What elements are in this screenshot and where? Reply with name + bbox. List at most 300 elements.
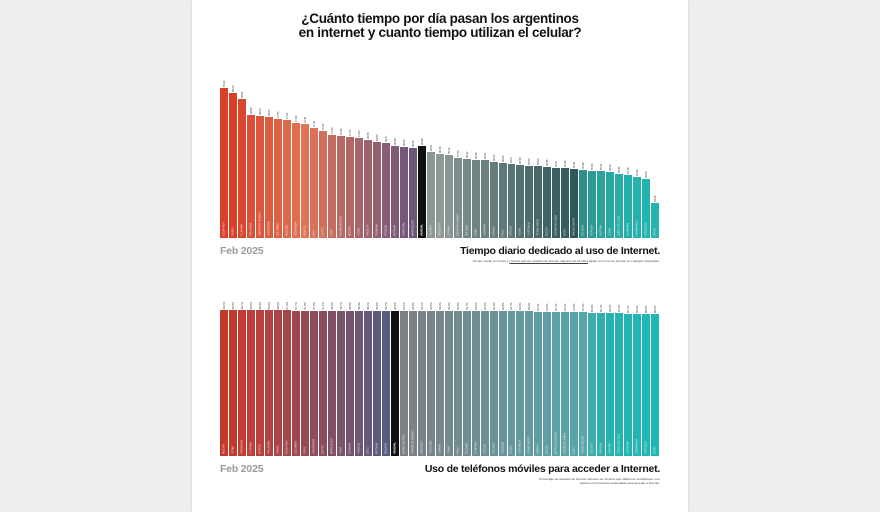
bar-category-label: DINAMARCA (635, 220, 639, 236)
bar-value-label: 06:07 (510, 156, 514, 163)
bar (301, 124, 310, 238)
bar-category-label: ARGENTINA (312, 439, 316, 454)
bar-item (525, 288, 534, 456)
bar-item (436, 288, 445, 456)
bar-value-label: 05:44 (564, 160, 568, 168)
bar-value-label: 05:53 (528, 158, 532, 165)
bar-value-label: 06:33 (411, 140, 415, 147)
bar-category-label: INDONESIA (294, 222, 298, 236)
bar-item (409, 288, 418, 456)
bar-value-label: 05:58 (519, 157, 523, 164)
bar-item (570, 63, 579, 238)
bar (588, 313, 597, 457)
bar-category-label: REINO UNIDO (536, 219, 540, 236)
note-line1-panel2: Porcentaje de usuarios de internet mayores de 16 años que utilizan un smartphone o un (539, 477, 660, 481)
bar-category-label: RUSIA (518, 228, 522, 236)
bar-category-label: TURQUÍA (384, 224, 388, 236)
bar-item (400, 63, 409, 238)
bar-item (597, 63, 606, 238)
bar-category-label: CHILE (366, 446, 370, 454)
bar-item (418, 63, 427, 238)
bar (642, 179, 651, 238)
bar (409, 148, 418, 238)
bar-value-label: 07:00 (357, 130, 361, 138)
bar-value-label: 06:20 (492, 154, 496, 161)
bar-item (445, 63, 454, 238)
bar-category-label: BRASIL (231, 227, 235, 236)
bar-item (454, 63, 463, 238)
bar-category-label: MALASIA (285, 225, 289, 236)
bar (624, 314, 633, 457)
bar-value-label: 96.9% (330, 302, 334, 310)
bar-value-label: 07:09 (330, 127, 334, 135)
bar-category-label: CANADÁ (536, 443, 540, 454)
bar (445, 311, 454, 456)
bar-category-label: ARGENTINA (267, 221, 271, 236)
bar-category-label: MÉXICO (258, 444, 262, 454)
bar (472, 311, 481, 456)
bar-value-label: 07:22 (321, 123, 325, 130)
bar-item (391, 63, 400, 238)
bar-value-label: 05:41 (573, 161, 577, 169)
bar-category-label: RUMANIA (375, 224, 379, 236)
bar (490, 162, 499, 239)
infographic-sheet (192, 0, 688, 512)
bar-item (355, 63, 364, 238)
bar (220, 310, 229, 456)
bar-value-label: 07:41 (303, 116, 307, 124)
bar (436, 154, 445, 238)
bar-item (301, 288, 310, 456)
bar (310, 311, 319, 456)
bar-category-label: PAÍSES BAJOS (572, 218, 576, 236)
bar-value-label: 97.1% (321, 302, 325, 310)
bar-item (606, 63, 615, 238)
bar-category-label: PAÍSES BAJOS (581, 436, 585, 454)
bar-item (633, 288, 642, 456)
bar-category-label: COREA DEL SUR (617, 433, 621, 454)
bar-value-label: 05:29 (609, 164, 613, 171)
bar-category-label: FILIPINAS (240, 224, 244, 236)
bar-category-label: COLOMBIA (294, 440, 298, 454)
bar (454, 158, 463, 238)
note-prefix-panel1: Tiempo medio (en horas y (472, 259, 510, 263)
bar-category-label: SUECIA (545, 444, 549, 454)
bar (328, 135, 337, 238)
bar (292, 311, 301, 456)
bar (579, 170, 588, 238)
bar (543, 167, 552, 238)
bar-item (508, 63, 517, 238)
bar-value-label: 91.5% (564, 303, 568, 312)
bar (256, 116, 265, 238)
bar (400, 311, 409, 456)
bar-category-label: REINO UNIDO (527, 437, 531, 454)
bar-category-label: MUNDIAL (393, 442, 397, 454)
bar-category-label: EGIPTO (321, 444, 325, 454)
bar (400, 147, 409, 238)
bar-item (427, 288, 436, 456)
bar-item (516, 63, 525, 238)
bar (256, 310, 265, 456)
bar-item (265, 63, 274, 238)
bar-item (615, 63, 624, 238)
bar (508, 311, 517, 456)
bar (274, 310, 283, 456)
bar-item (283, 288, 292, 456)
bar-item (642, 288, 651, 456)
bar-item (597, 288, 606, 456)
bar-value-label: 94.7% (420, 302, 424, 310)
bar-category-label: INDIA (339, 447, 343, 454)
bar-value-label: 03:56 (654, 195, 658, 202)
bar-category-label: KENIA (231, 446, 235, 454)
chart-panel-mobile-usage (220, 285, 660, 500)
bar-item (220, 63, 229, 238)
bar-category-label: CHINA (608, 228, 612, 236)
bar (633, 314, 642, 456)
bar-item (463, 288, 472, 456)
bar-category-label: MALASIA (384, 443, 388, 454)
bar-item (454, 288, 463, 456)
bar-category-label: PORTUGAL (429, 440, 433, 454)
bar-category-label: IRLANDA (492, 443, 496, 454)
bar-category-label: SINGAPUR (420, 440, 424, 454)
bar-item (328, 63, 337, 238)
bar-item (606, 288, 615, 456)
bar-value-label: 96.7% (339, 302, 343, 310)
bar-value-label: 88.9% (645, 305, 649, 314)
bar-value-label: 97.3% (312, 302, 316, 310)
bar-value-label: 91.7% (555, 303, 559, 311)
bar-value-label: 06:42 (465, 151, 469, 158)
bar-category-label: HUNGRÍA (501, 442, 504, 454)
bar (525, 166, 534, 238)
bar-category-label: NIGERIA (348, 225, 352, 236)
bar-value-label: 98.9% (231, 302, 235, 310)
bar (220, 88, 229, 238)
bar-value-label: 06:12 (447, 147, 451, 155)
bar-item (400, 288, 409, 456)
bar-category-label: COLOMBIA (276, 222, 280, 236)
bar-item (516, 288, 525, 456)
bar-item (319, 63, 328, 238)
bar-category-label: BÉLGICA (581, 225, 585, 236)
bar-category-label: AUSTRALIA (518, 440, 522, 454)
bar-value-label: 96.5% (348, 302, 352, 310)
bar (247, 310, 256, 456)
bar-item (552, 288, 561, 456)
bar (265, 310, 274, 456)
bar-item (543, 63, 552, 238)
bar (499, 163, 508, 238)
bar-category-label: FRANCIA (599, 443, 603, 454)
bar-item (283, 63, 292, 238)
bar-value-label: 89.3% (636, 305, 640, 313)
bar-item (274, 63, 283, 238)
bar-item (346, 63, 355, 238)
bar-value-label: 95.9% (375, 302, 379, 310)
bar-value-label: 92.5% (519, 302, 523, 311)
bar-value-label: 05:22 (618, 166, 622, 173)
bar-category-label: RUSIA (509, 446, 513, 454)
bar-value-label: 05:48 (546, 159, 550, 167)
bar (310, 128, 319, 239)
bar (382, 143, 391, 238)
bar (247, 115, 256, 238)
bar-item (409, 63, 418, 238)
bar-item (319, 288, 328, 456)
bar-item (274, 288, 283, 456)
bar (274, 119, 283, 238)
bar (319, 311, 328, 456)
bar-item (310, 288, 319, 456)
bar-value-label: 06:21 (483, 152, 487, 160)
bar-value-label: 07:06 (339, 128, 343, 136)
bar-category-label: ESPAÑA (447, 226, 451, 236)
bar (651, 314, 660, 456)
bar (516, 311, 525, 456)
bar (283, 310, 292, 456)
bar-category-label: VIETNAM (375, 442, 379, 454)
bar-chart-internet-time (220, 63, 660, 238)
bar-item (588, 288, 597, 456)
bar-category-label: PORTUGAL (402, 222, 406, 236)
bar-value-label: 07:03 (456, 150, 460, 158)
bar (570, 312, 579, 456)
bar-value-label: 94.3% (438, 302, 442, 310)
bar (319, 131, 328, 238)
bar (337, 311, 346, 456)
bar-item (301, 63, 310, 238)
bar-category-label: RUMANIA (474, 442, 478, 454)
bar-category-label: POLONIA (465, 224, 469, 236)
bar (534, 166, 543, 238)
bar-category-label: MÉXICO (303, 226, 307, 236)
bar (481, 160, 490, 238)
bar-item (382, 63, 391, 238)
bar-category-label: MUNDIAL (420, 224, 424, 236)
bar-value-label: 06:09 (501, 155, 505, 162)
bar (597, 171, 606, 238)
bar-value-label: 95.4% (393, 302, 397, 310)
bar (346, 137, 355, 238)
bar-value-label: 91.9% (546, 303, 550, 311)
bar-item (570, 288, 579, 456)
bar-item (256, 63, 265, 238)
bar-item (256, 288, 265, 456)
bar (624, 175, 633, 238)
bar-item (579, 63, 588, 238)
bar-item (238, 63, 247, 238)
bar-category-label: MARRUECOS (411, 219, 415, 236)
bar-category-label: POLONIA (465, 442, 469, 454)
bar-value-label: 94.9% (411, 302, 415, 310)
bar-value-label: 93.3% (483, 302, 487, 310)
bar-value-label: 90.9% (591, 304, 595, 312)
bar-item (561, 63, 570, 238)
bar-item (355, 288, 364, 456)
bar-value-label: 08:06 (249, 107, 253, 115)
bar-category-label: ESTADOS UNIDOS (554, 431, 558, 454)
bar (409, 311, 418, 456)
bar-item (418, 288, 427, 456)
bar-item (364, 288, 373, 456)
bar-category-label: EGIPTO (321, 226, 325, 236)
bar (292, 123, 301, 238)
bar (337, 136, 346, 238)
note-suffix-panel1: pasan en el uso de internet en cualquier dispositivo. (587, 259, 660, 263)
bar-value-label: 05:50 (537, 158, 541, 166)
bar-category-label: CHILE (312, 228, 316, 236)
bar-value-label: 93.9% (456, 302, 460, 310)
bar-item (445, 288, 454, 456)
bar-value-label: 07:43 (294, 115, 298, 123)
chart-panel-internet-time (220, 60, 660, 275)
bar (454, 311, 463, 456)
bar-category-label: INDONESIA (240, 440, 244, 454)
bar (615, 174, 624, 239)
bar (265, 117, 274, 238)
bar-item (373, 288, 382, 456)
bar-category-label: SUECIA (545, 226, 549, 236)
bar-item (346, 288, 355, 456)
bar-value-label: 07:52 (285, 112, 289, 120)
bar (570, 169, 579, 238)
bar-item (481, 288, 490, 456)
bar-value-label: 97.5% (303, 302, 307, 310)
bar (516, 165, 525, 238)
bar-value-label: 98.7% (240, 302, 244, 310)
bar-value-label: 99.2% (222, 302, 226, 310)
bar-value-label: 96.1% (366, 302, 370, 310)
bar-value-label: 90.1% (618, 304, 622, 313)
bar-item (229, 63, 238, 238)
bar-value-label: 07:03 (348, 129, 352, 137)
bar-category-label: VIETNAM (393, 224, 397, 236)
bar (490, 311, 499, 456)
bar-value-label: 97.7% (294, 302, 298, 310)
bar-value-label: 91.3% (573, 303, 577, 312)
bar-item (229, 288, 238, 456)
bar (552, 312, 561, 456)
bar-value-label: 90.5% (609, 304, 613, 312)
bar-value-label: 06:47 (384, 135, 388, 142)
chart-note-panel2 (220, 477, 660, 485)
bar-item (615, 288, 624, 456)
bar-value-label: 08:00 (267, 109, 271, 117)
bar (463, 311, 472, 456)
bar-value-label: 07:55 (276, 111, 280, 119)
bar-category-label: ARGELIA (366, 225, 370, 236)
bar-value-label: 06:56 (366, 132, 370, 139)
bar-category-label: SUDÁFRICA (285, 439, 289, 454)
bar (579, 312, 588, 456)
bar-value-label: 06:35 (402, 139, 406, 147)
bar-value-label: 98.2% (267, 302, 271, 310)
bar-item (651, 288, 660, 456)
bar-category-label: ESTADOS UNIDOS (456, 213, 460, 236)
bar-item (499, 288, 508, 456)
bar-category-label: CHINA (447, 446, 451, 454)
bar-category-label: SUIZA (563, 228, 567, 236)
bar-value-label: 98.4% (258, 302, 262, 310)
bar-item (561, 288, 570, 456)
bar-category-label: INDIA (474, 229, 478, 236)
bar-item (292, 63, 301, 238)
bar-item (310, 63, 319, 238)
bar (328, 311, 337, 456)
bar-item (238, 288, 247, 456)
bar-value-label: 98.5% (249, 302, 253, 310)
bar-value-label: 93.1% (492, 302, 496, 310)
bar (606, 313, 615, 456)
bar-category-label: TAILANDIA (249, 223, 253, 236)
bar (373, 142, 382, 238)
bar-category-label: NORUEGA (644, 223, 648, 236)
bar-value-label: 92.9% (501, 302, 505, 310)
bar-value-label: 06:16 (438, 146, 442, 153)
bar-category-label: SUDÁFRICA (222, 221, 226, 236)
bar (355, 138, 364, 238)
bar (391, 311, 400, 456)
bar (588, 171, 597, 239)
bar (301, 311, 310, 456)
title-line-2: en internet y cuanto tiempo utilizan el celular? (298, 25, 582, 40)
bar-category-label: ARGELIA (357, 443, 361, 454)
bar-item (633, 63, 642, 238)
bar-value-label: 05:47 (555, 160, 559, 167)
bar-item (265, 288, 274, 456)
bar-category-label: JAPÓN (653, 445, 657, 454)
bar (427, 311, 436, 456)
bar-category-label: SUIZA (572, 446, 576, 454)
bar-item (337, 63, 346, 238)
bar-category-label: PERÚ (303, 447, 307, 454)
bar-category-label: ARABIA SAUDITA (339, 215, 343, 236)
bar-value-label: 06:50 (375, 134, 379, 141)
bar-value-label: 94.1% (447, 302, 451, 310)
bar (229, 93, 238, 238)
bar (552, 168, 561, 238)
bar-item (534, 63, 543, 238)
bar-category-label: EMIRATOS ÁRABES (258, 212, 262, 236)
bar-item (552, 63, 561, 238)
bar-category-label: ITALIA (501, 228, 504, 236)
bar-value-label: 05:14 (636, 169, 640, 177)
bar-item (436, 63, 445, 238)
bar-value-label: 05:35 (591, 163, 595, 170)
bar-value-label: 05:09 (645, 171, 649, 179)
bar-item (490, 288, 499, 456)
page-title (192, 12, 688, 40)
chart-footer-mobile-usage (220, 463, 660, 485)
bar-value-label: 95.1% (402, 302, 406, 310)
bar-value-label: 07:31 (312, 120, 316, 127)
note-line2-panel2: teléfono con funciones avanzadas para acceder a internet. (579, 481, 660, 485)
bar-item (624, 288, 633, 456)
bar (499, 311, 508, 456)
bar-category-label: CANADÁ (492, 225, 496, 236)
chart-caption-panel1: Tiempo diario dedicado al uso de Internet. (460, 245, 660, 257)
bar (561, 168, 570, 238)
bar-item (499, 63, 508, 238)
bar-item (382, 288, 391, 456)
bar-item (472, 63, 481, 238)
bar-value-label: 09:24 (222, 80, 226, 87)
chart-note-panel1 (220, 259, 660, 263)
bar-item (373, 63, 382, 238)
